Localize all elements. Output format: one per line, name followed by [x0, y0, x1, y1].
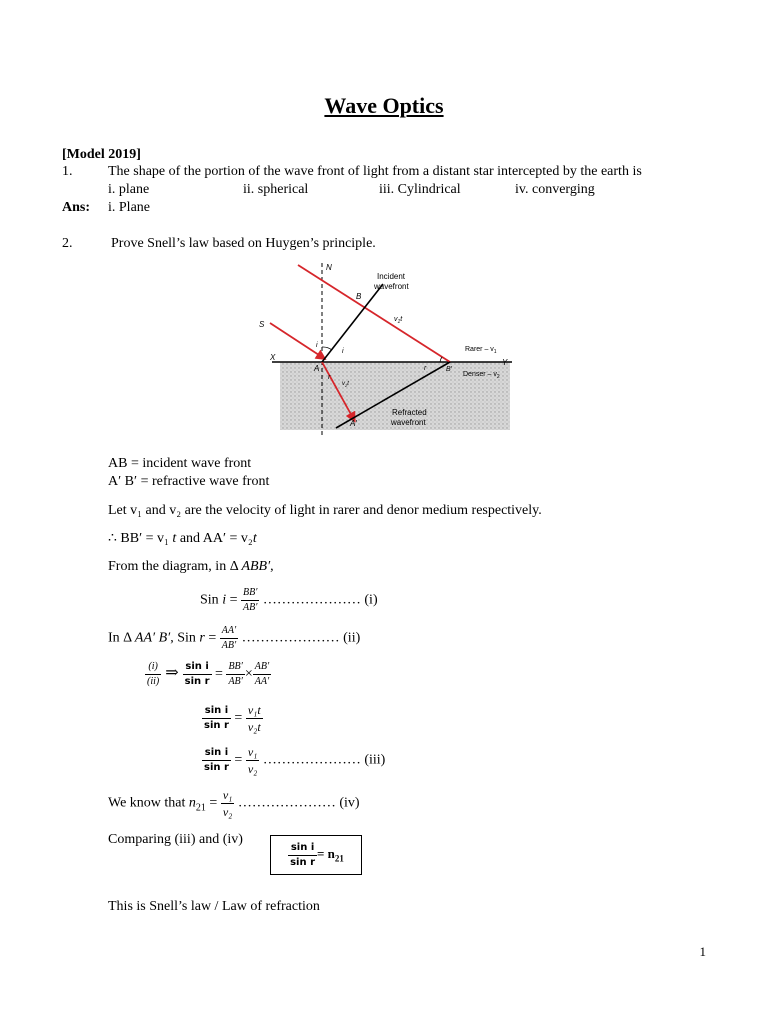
line-from-diagram: From the diagram, in Δ ABB′, [108, 559, 274, 574]
label-r: r [424, 365, 427, 372]
equation-2: In Δ AA′ B′, Sin r = $\frac{AA'}{AB'}$ ………………… (ii) [108, 625, 361, 651]
label-a: A [314, 364, 320, 373]
conclusion-text: This is Snell’s law / Law of refraction [108, 899, 320, 914]
compare-text: Comparing (iii) and (iv) [108, 832, 243, 847]
label-b-prime: B′ [446, 366, 452, 373]
incident-ray-upper [298, 265, 450, 362]
label-v1t: $v_1t$ [394, 316, 403, 325]
angle-arc-i [322, 347, 332, 350]
label-refracted-wavefront: wavefront [391, 418, 426, 427]
equation-3: $\frac{(i)}{(ii)}$ ⇒ $\frac{\text{sin i}}{\text{sin r}}$ = $\frac{BB'}{AB'}$ × $\frac{AB'}{AA'}$ [147, 661, 270, 687]
line-ab: AB = incident wave front [108, 456, 252, 471]
equation-4: $\frac{\text{sin i}}{\text{sin r}}$ = $\frac{\text{v₁t}}{\text{v₂t}}$ [204, 703, 261, 734]
line-ab-prime: A′ B′ = refractive wave front [108, 474, 270, 489]
label-refracted: Refracted [392, 408, 427, 417]
label-x: X [270, 353, 276, 362]
q1-answer-label: Ans: [62, 200, 91, 215]
angle-arc-r [440, 357, 442, 362]
label-b: B [356, 292, 362, 301]
line-therefore: ∴ BB′ = v₁ t and AA′ = v₂t [108, 531, 257, 546]
label-incident-wavefront: wavefront [374, 282, 409, 291]
incident-ray-lower [270, 323, 322, 357]
q1-option-3: iii. Cylindrical [379, 182, 461, 197]
snells-law-result-box: $\frac{\text{sin i}}{\text{sin r}}$ = $n_{21}$ [270, 835, 362, 875]
q1-option-2: ii. spherical [243, 182, 309, 197]
incident-wavefront [322, 284, 383, 362]
q1-number: 1. [62, 164, 73, 179]
label-i-left: i [316, 342, 318, 349]
q1-text: The shape of the portion of the wave front of light from a distant star intercepted by the earth is [108, 164, 642, 179]
label-i-right: i [342, 348, 344, 355]
label-n: N [326, 263, 332, 272]
q2-text: Prove Snell’s law based on Huygen’s principle. [111, 236, 376, 251]
label-a-prime: A′ [350, 419, 357, 428]
label-rarer: Rarer – $v_1$ [465, 346, 497, 355]
q1-option-1: i. plane [108, 182, 150, 197]
page-title: Wave Optics [324, 93, 444, 118]
label-r2: r [328, 374, 331, 381]
refraction-diagram [250, 255, 525, 440]
label-y: Y [502, 358, 508, 367]
q1-option-4: iv. converging [515, 182, 595, 197]
q1-answer-text: i. Plane [108, 200, 150, 215]
equation-1: Sin i = $\frac{BB'}{AB'}$ ………………… (i) [200, 587, 378, 613]
label-denser: Denser – $v_2$ [463, 371, 500, 380]
source-tag: [Model 2019] [62, 147, 141, 162]
label-v2t: $v_2t$ [342, 381, 349, 388]
page-number: 1 [699, 944, 706, 959]
label-incident: Incident [377, 272, 406, 281]
q2-number: 2. [62, 236, 73, 251]
label-s: S [259, 320, 265, 329]
equation-5: $\frac{\text{sin i}}{\text{sin r}}$ = $\frac{\text{v₁}}{\text{v₂}}$ ………………… (iii) [204, 745, 386, 776]
equation-6: We know that $n_{21}$ = $\frac{\text{v₁}}{\text{v₂}}$ ………………… (iv) [108, 788, 360, 819]
line-velocity: Let v₁ and v₂ are the velocity of light in rarer and denor medium respectively. [108, 503, 542, 518]
